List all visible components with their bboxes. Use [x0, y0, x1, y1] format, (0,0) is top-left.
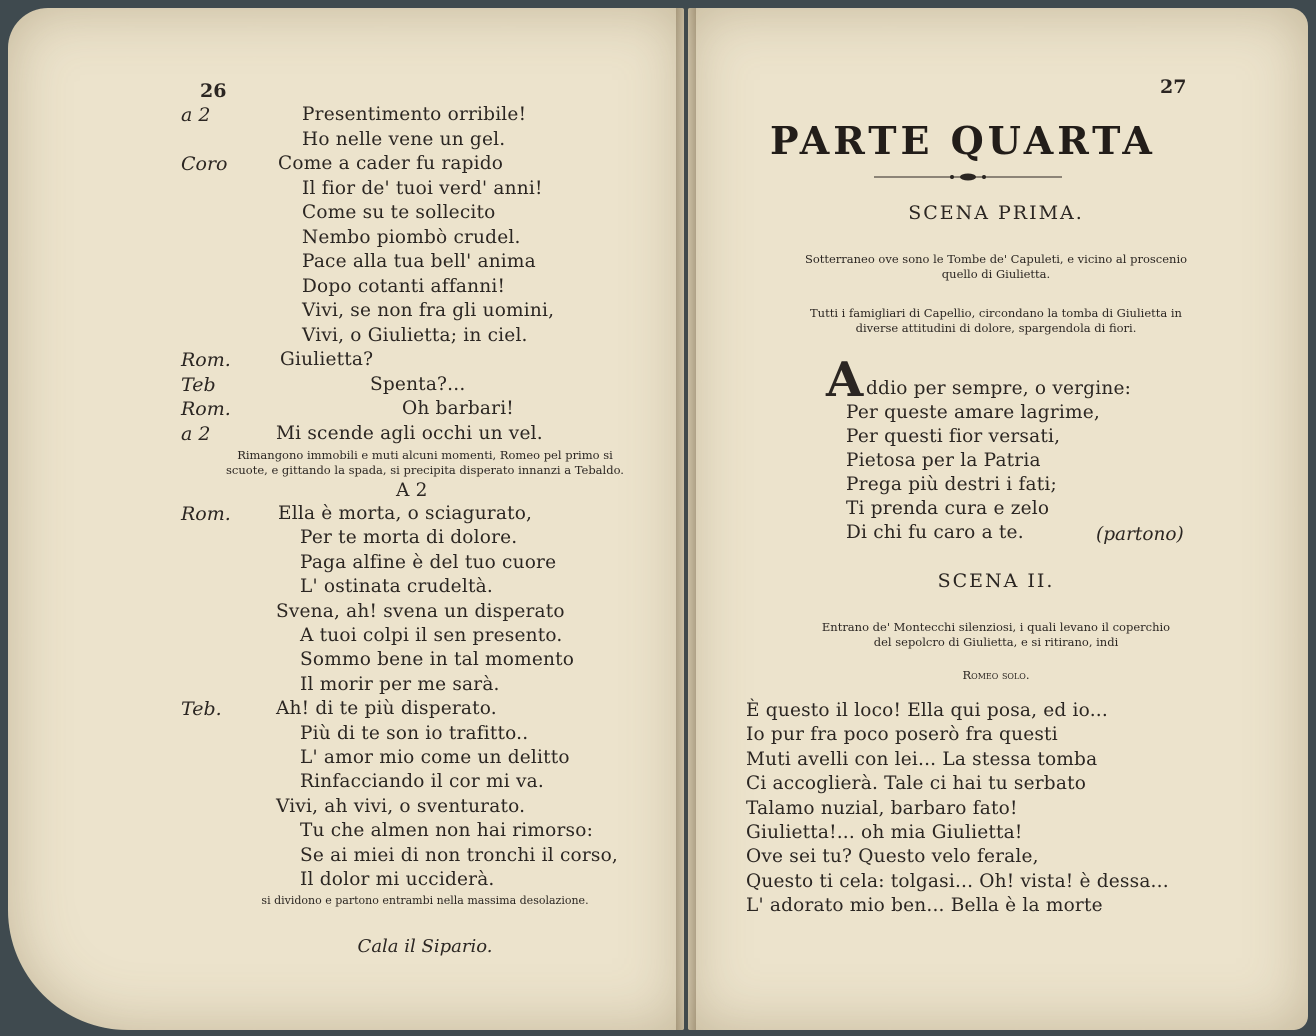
chorus-line: Prega più destri i fati;: [846, 474, 1057, 495]
drop-cap: A: [826, 352, 864, 408]
page-number-left: 26: [200, 80, 227, 102]
verse-line: Spenta?...: [370, 373, 466, 395]
speaker-label: Rom.: [181, 398, 231, 420]
chorus-line: Per queste amare lagrime,: [846, 402, 1100, 423]
monologue-line: È questo il loco! Ella qui posa, ed io...: [746, 700, 1108, 721]
speaker-label: a 2: [181, 104, 211, 126]
verse-line: Per te morta di dolore.: [300, 527, 518, 549]
a2-heading: A 2: [396, 480, 428, 501]
verse-line: Vivi, se non fra gli uomini,: [302, 300, 555, 321]
speaker-label: Teb: [181, 373, 216, 396]
monologue-line: L' adorato mio ben... Bella è la morte: [746, 895, 1103, 917]
verse-line: Ella è morta, o sciagurato,: [278, 503, 533, 524]
scene1-heading: SCENA PRIMA.: [908, 202, 1084, 224]
verse-line: Più di te son io trafitto..: [300, 722, 529, 744]
chorus-line: Ti prenda cura e zelo: [846, 498, 1050, 519]
verse-line: Il morir per me sarà.: [300, 673, 500, 695]
verse-line: Giulietta?: [280, 349, 374, 370]
verse-line: Mi scende agli occhi un vel.: [276, 422, 543, 444]
verse-line: Nembo piombò crudel.: [302, 226, 521, 248]
verse-line: Paga alfine è del tuo cuore: [300, 551, 557, 573]
monologue-line: Muti avelli con lei... La stessa tomba: [746, 748, 1098, 770]
verse-line: Tu che almen non hai rimorso:: [300, 820, 594, 842]
verse-line: Il dolor mi ucciderà.: [300, 869, 495, 890]
speaker-label: Coro: [181, 153, 228, 175]
monologue-line: Ci accoglierà. Tale ci hai tu serbato: [746, 773, 1087, 795]
stage-direction-2: si dividono e partono entrambi nella massima desolazione.: [261, 894, 589, 907]
verse-line: Se ai miei di non tronchi il corso,: [300, 844, 618, 866]
chorus-line: Pietosa per la Patria: [846, 450, 1041, 471]
curtain-line: Cala il Sipario.: [357, 936, 493, 957]
monologue-line: Talamo nuzial, barbaro fato!: [746, 797, 1018, 819]
chorus-line: Per questi fior versati,: [846, 426, 1061, 447]
verse-line: L' amor mio come un delitto: [300, 747, 570, 768]
verse-line: Vivi, ah vivi, o sventurato.: [276, 795, 526, 817]
verse-line: L' ostinata crudeltà.: [300, 576, 493, 598]
book-gutter: [676, 8, 696, 1030]
monologue-line: Io pur fra poco poserò fra questi: [746, 724, 1058, 746]
scene1-direction: Tutti i famigliari di Capellio, circondano la tomba di Giulietta in diverse attitudini di dolore, spargendola di fiori.: [810, 306, 1182, 335]
monologue-line: Questo ti cela: tolgasi... Oh! vista! è dessa...: [746, 870, 1169, 892]
verse-line: Vivi, o Giulietta; in ciel.: [302, 324, 528, 346]
scene2-direction: Entrano de' Montecchi silenziosi, i quali levano il coperchio del sepolcro di Giulietta, e si ritirano, indi: [821, 620, 1171, 649]
chorus-line: Di chi fu caro a te.: [846, 522, 1024, 543]
verse-line: Svena, ah! svena un disperato: [276, 600, 565, 622]
chorus-first-line: ddio per sempre, o vergine:: [866, 378, 1132, 399]
verse-line: Come su te sollecito: [302, 202, 496, 223]
verse-line: Come a cader fu rapido: [278, 153, 504, 174]
speaker-label: a 2: [181, 422, 211, 445]
verse-line: Ah! di te più disperato.: [276, 698, 497, 720]
verse-line: Il fior de' tuoi verd' anni!: [302, 177, 543, 199]
monologue-line: Giulietta!... oh mia Giulietta!: [746, 822, 1023, 843]
verse-line: Rinfacciando il cor mi va.: [300, 771, 544, 793]
verse-line: A tuoi colpi il sen presento.: [300, 625, 563, 646]
verse-line: Presentimento orribile!: [302, 104, 527, 125]
exit-note: (partono): [1096, 524, 1184, 545]
speaker-label: Rom.: [181, 349, 231, 371]
part-title: PARTE QUARTA: [770, 118, 1156, 163]
verse-line: Sommo bene in tal momento: [300, 649, 575, 671]
verse-line: Dopo cotanti affanni!: [302, 275, 506, 297]
verse-line: Pace alla tua bell' anima: [302, 251, 536, 272]
ornament-divider: [874, 172, 1062, 182]
stage-direction-1: Rimangono immobili e muti alcuni momenti, Romeo pel primo si scuote, e gittando la spada, si precipita disperato innanzi a Tebaldo.: [226, 448, 624, 477]
romeo-solo: Romeo solo.: [962, 668, 1030, 682]
scene2-heading: SCENA II.: [937, 570, 1055, 592]
monologue-line: Ove sei tu? Questo velo ferale,: [746, 846, 1039, 868]
speaker-label: Rom.: [181, 503, 231, 525]
page-number-right: 27: [1160, 76, 1187, 98]
verse-line: Ho nelle vene un gel.: [302, 128, 506, 150]
speaker-label: Teb.: [181, 698, 222, 721]
verse-line: Oh barbari!: [402, 398, 514, 419]
scene1-setting: Sotterraneo ove sono le Tombe de' Capuleti, e vicino al proscenio quello di Giulietta.: [804, 252, 1188, 281]
